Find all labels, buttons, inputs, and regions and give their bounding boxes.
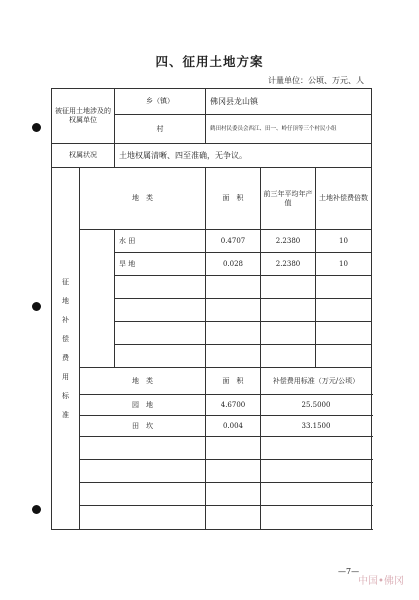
table-cell: 0.4707	[206, 230, 261, 253]
table-cell	[261, 345, 316, 368]
table-cell	[261, 322, 316, 345]
table-cell	[80, 460, 206, 483]
rights-value: 土地权属清晰、四至准确，无争议。	[115, 144, 372, 168]
table-cell	[261, 276, 316, 299]
table-cell	[316, 345, 372, 368]
page-number: —7—	[338, 567, 360, 576]
table-cell	[115, 345, 206, 368]
table-cell	[206, 276, 261, 299]
table-cell	[316, 322, 372, 345]
t1-header-area: 面 积	[206, 168, 261, 230]
unit-note: 计量单位：公顷、万元、人	[268, 76, 364, 85]
table-cell: 4.6700	[206, 395, 261, 416]
table-cell: 水 田	[115, 230, 206, 253]
t1-header-avg-output: 前三年平均年产值	[261, 168, 316, 230]
t2-header-land-type: 地 类	[80, 368, 206, 395]
standard-label-char: 费	[62, 353, 69, 362]
table-cell	[115, 276, 206, 299]
table-cell	[206, 506, 261, 530]
table-cell	[206, 322, 261, 345]
table-cell	[261, 460, 372, 483]
village-value: 鹤田村民委员会西江、田一、岭仔顶等三个村民小组	[206, 115, 372, 144]
table-cell	[80, 483, 206, 506]
standard-label-char: 补	[62, 315, 69, 324]
table-cell: 0.004	[206, 416, 261, 437]
table-cell	[115, 322, 206, 345]
binder-hole-middle	[32, 302, 41, 311]
t1-header-land-type: 地 类	[80, 168, 206, 230]
table-cell	[261, 299, 316, 322]
watermark: 中国•佛冈	[358, 576, 404, 587]
rights-label: 权属状况	[52, 144, 115, 168]
table-cell: 旱 地	[115, 253, 206, 276]
t1-header-land-comp: 土地补偿费倍数	[316, 168, 372, 230]
standard-label-char: 标	[62, 391, 69, 400]
table-cell	[261, 437, 372, 460]
standard-label-char: 偿	[62, 334, 69, 343]
standard-label-char: 地	[62, 296, 69, 305]
table-cell: 园 地	[80, 395, 206, 416]
table-cell: 2.2380	[261, 230, 316, 253]
standard-label	[52, 168, 80, 530]
standard-label-char: 用	[62, 372, 69, 381]
table-cell	[316, 276, 372, 299]
table-cell: 10	[316, 253, 372, 276]
table-cell	[115, 299, 206, 322]
table-cell: 33.1500	[261, 416, 372, 437]
table-cell: 10	[316, 230, 372, 253]
table-cell	[80, 437, 206, 460]
table-cell	[206, 483, 261, 506]
table-cell	[261, 483, 372, 506]
t2-header-standard: 补偿费用标准（万元/公顷）	[261, 368, 372, 395]
table-cell	[206, 345, 261, 368]
binder-hole-bottom	[32, 505, 41, 514]
units-label: 被征用土地涉及的权属单位	[52, 89, 115, 144]
table-cell: 田 坎	[80, 416, 206, 437]
table-cell: 2.2380	[261, 253, 316, 276]
standard-label-char: 征	[62, 277, 69, 286]
binder-hole-top	[32, 123, 41, 132]
table-cell	[206, 460, 261, 483]
table-cell	[316, 299, 372, 322]
table-cell: 25.5000	[261, 395, 372, 416]
table-cell	[206, 437, 261, 460]
table-cell	[80, 506, 206, 530]
page-title: 四、征用土地方案	[155, 54, 264, 69]
land-plan-table	[51, 88, 372, 530]
table-cell	[261, 506, 372, 530]
t1-blank-left	[80, 230, 115, 368]
table-cell: 0.028	[206, 253, 261, 276]
town-label: 乡（镇）	[115, 89, 206, 115]
standard-label-char: 准	[62, 410, 69, 419]
town-value: 佛冈县龙山镇	[206, 89, 372, 115]
t2-header-area: 面 积	[206, 368, 261, 395]
table-cell	[206, 299, 261, 322]
village-label: 村	[115, 115, 206, 144]
